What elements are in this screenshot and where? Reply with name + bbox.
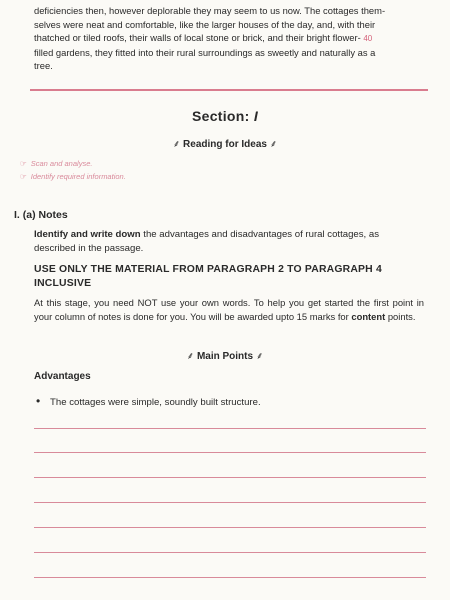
answer-line[interactable] xyxy=(34,452,426,453)
instruction-bold: Identify and write down xyxy=(34,229,141,240)
passage-line: filled gardens, they fitted into their rural surroundings as sweetly and naturally as a xyxy=(34,46,376,58)
answer-line[interactable] xyxy=(34,527,426,528)
section-label: Section: xyxy=(191,108,250,124)
answer-line[interactable] xyxy=(34,477,426,478)
section-title xyxy=(0,108,450,124)
question-heading: I. (a) Notes xyxy=(14,209,68,221)
main-points-title: Main Points xyxy=(196,351,254,362)
first-point-text: The cottages were simple, soundly built structure. xyxy=(50,397,261,408)
list-item xyxy=(36,394,261,408)
tip-item xyxy=(20,170,126,183)
tips-list xyxy=(20,157,126,183)
help-bold: content xyxy=(351,311,386,322)
main-points-heading xyxy=(0,348,450,362)
flourish-right-icon: ⸙ xyxy=(269,139,278,150)
help-text xyxy=(34,296,424,324)
answer-line[interactable] xyxy=(34,428,426,429)
tip-text: Scan and analyse. xyxy=(30,159,93,168)
line-number: 40 xyxy=(363,34,373,44)
flourish-right-icon: ⸙ xyxy=(255,351,264,362)
answer-line[interactable] xyxy=(34,577,426,578)
caps-instruction: USE ONLY THE MATERIAL FROM PARAGRAPH 2 TO PARAGRAPH 4 INCLUSIVE xyxy=(34,264,382,289)
advantages-heading: Advantages xyxy=(34,371,91,382)
pointing-hand-icon: ☞ xyxy=(20,159,27,168)
help-end: points. xyxy=(385,311,416,322)
section-subtitle xyxy=(0,136,450,150)
passage-line-text: thatched or tiled roofs, their walls of local stone or brick, and their bright flower- xyxy=(34,32,361,44)
section-numeral: I xyxy=(253,108,259,124)
instruction-text xyxy=(34,228,422,256)
flourish-left-icon: ⸙ xyxy=(186,351,195,362)
bullet-icon: • xyxy=(36,394,41,408)
answer-line[interactable] xyxy=(34,502,426,503)
divider-rule xyxy=(30,89,428,91)
passage-line xyxy=(34,31,426,46)
tip-item xyxy=(20,157,126,170)
instruction-rest: the advantages and disadvantages of rural cottages, as described in the passage. xyxy=(34,229,380,254)
passage-line: tree. xyxy=(34,60,53,72)
help-body: At this stage, you need NOT use your own words. To help you get started the first point in your column of notes is done for you. You will be awarded upto 15 marks for xyxy=(34,297,424,322)
passage-line: selves were neat and comfortable, like the larger houses of the day, and, with their xyxy=(34,18,376,30)
answer-line[interactable] xyxy=(34,552,426,553)
tip-text: Identify required information. xyxy=(30,172,126,181)
passage-text xyxy=(34,4,426,73)
pointing-hand-icon: ☞ xyxy=(20,172,27,181)
subtitle-text: Reading for Ideas xyxy=(183,139,267,150)
flourish-left-icon: ⸙ xyxy=(172,139,181,150)
passage-line: deficiencies then, however deplorable they may seem to us now. The cottages them- xyxy=(34,5,386,16)
